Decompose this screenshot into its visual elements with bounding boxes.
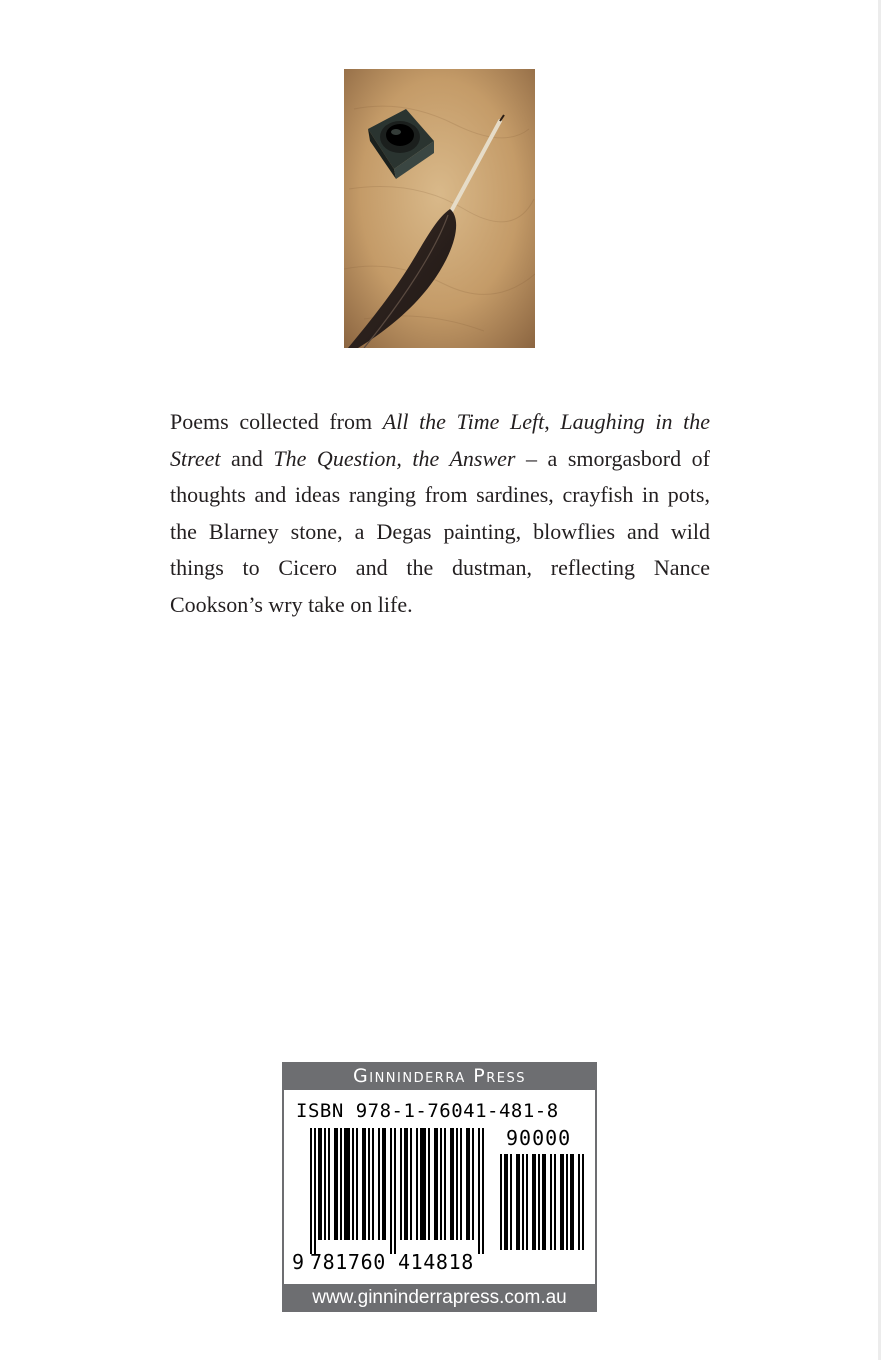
addon-barcode-bars	[500, 1154, 586, 1250]
ean-human-readable-digits	[292, 1250, 474, 1274]
quill-and-inkwell-image	[344, 69, 535, 348]
ean-first-digit: 9	[292, 1250, 305, 1274]
blurb-separator: ,	[544, 409, 561, 434]
publisher-name: Ginninderra Press	[282, 1062, 597, 1090]
book-title-laughing-in-the-street: Laughing in the Street	[170, 409, 710, 471]
book-title-the-question-the-answer: The Question, the Answer	[273, 445, 516, 471]
publisher-website: www.ginninderrapress.com.au	[282, 1284, 597, 1312]
ean-right-digits: 414818	[398, 1250, 474, 1274]
isbn-number: ISBN 978-1-76041-481-8	[296, 1100, 559, 1122]
blurb-separator: and	[220, 445, 274, 471]
book-blurb	[170, 404, 710, 623]
ean-barcode-bars	[310, 1128, 486, 1254]
blurb-intro: Poems collected from	[170, 409, 383, 434]
barcode-frame	[282, 1090, 597, 1284]
blurb-description: – a smorgasbord of thoughts and ideas ranging from sardines, crayfish in pots, the Blarney stone, a Degas painting, blowflies and wild things to Cicero and the dustman, reflecting Nance Cookson’s wry take on life.	[170, 445, 711, 617]
book-title-all-the-time-left: All the Time Left	[382, 409, 545, 434]
ean-left-digits: 781760	[310, 1250, 386, 1274]
price-addon-digits: 90000	[506, 1126, 572, 1150]
barcode-panel	[282, 1062, 597, 1312]
